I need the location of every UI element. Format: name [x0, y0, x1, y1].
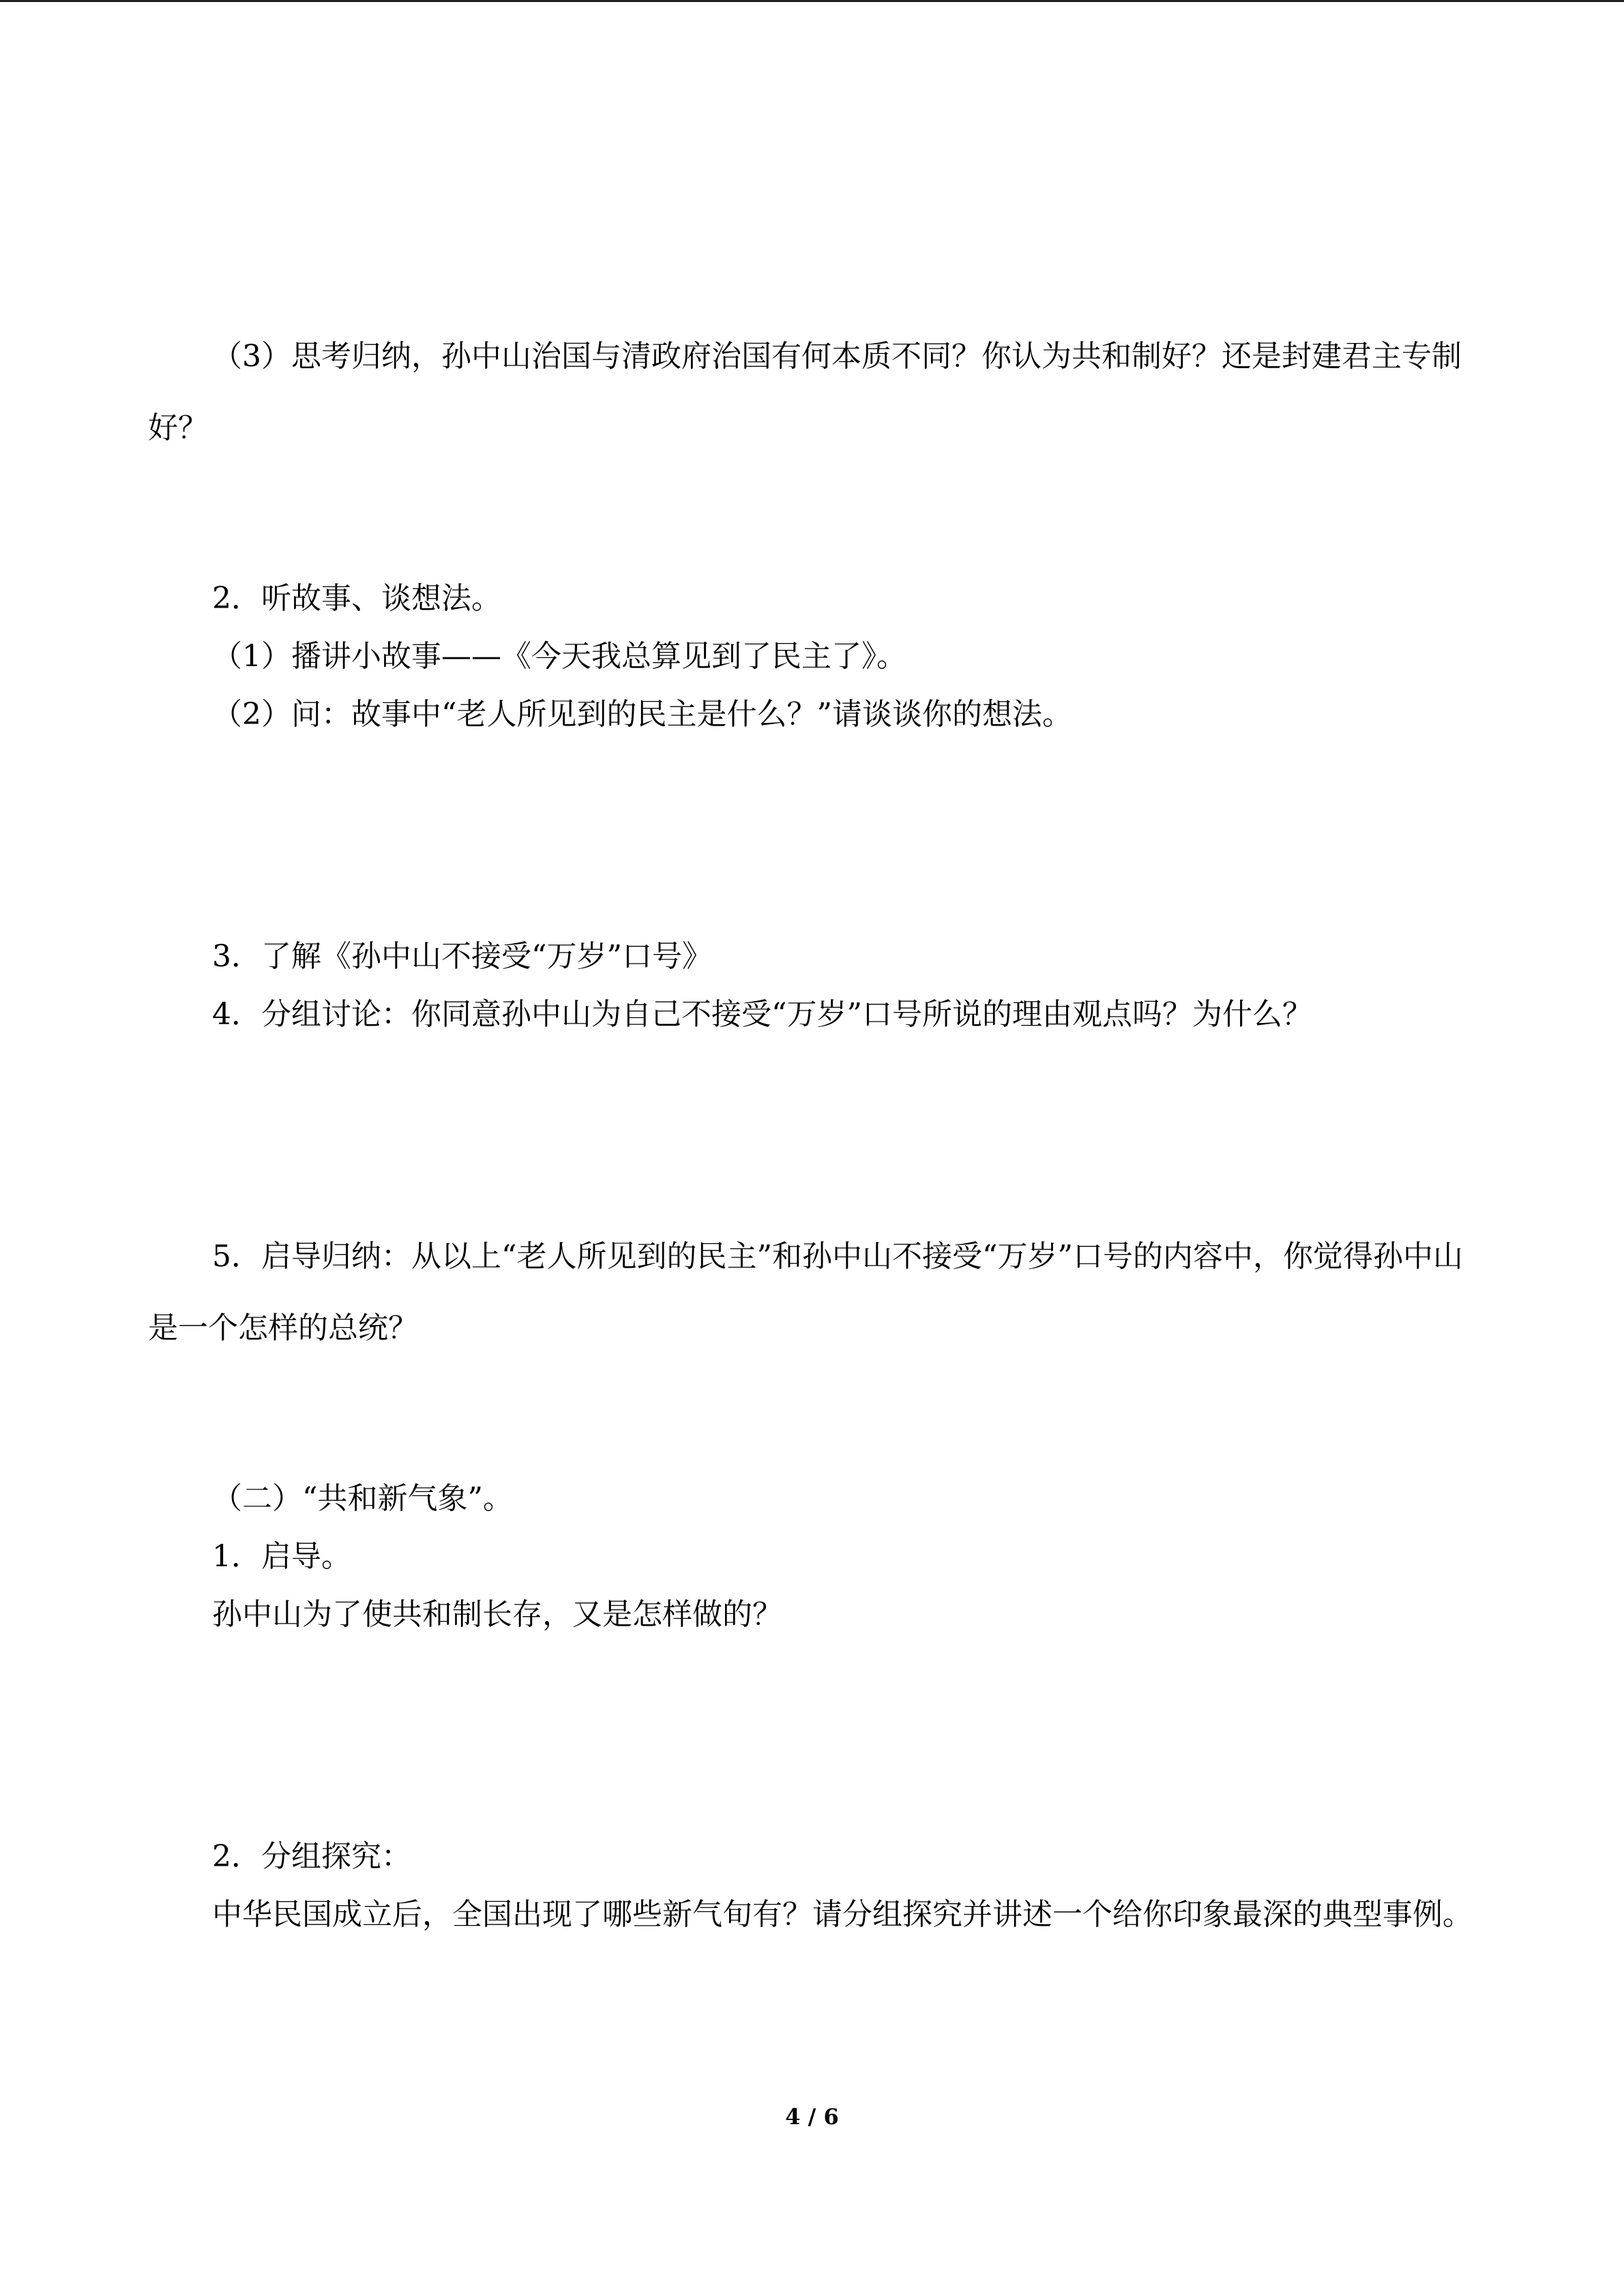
paragraph-part-2-item-1-question: 孙中山为了使共和制长存，又是怎样做的？ — [212, 1597, 782, 1632]
paragraph-section-3: 3．了解《孙中山不接受“万岁”口号》 — [212, 939, 712, 974]
page-number: 4 / 6 — [785, 2104, 839, 2130]
paragraph-section-2-item-2: （2）问：故事中“老人所见到的民主是什么？”请谈谈你的想法。 — [212, 697, 1072, 732]
paragraph-part-2-item-1: 1．启导。 — [212, 1539, 351, 1574]
paragraph-section-2-item-1: （1）播讲小故事——《今天我总算见到了民主了》。 — [212, 639, 906, 674]
paragraph-section-4: 4．分组讨论：你同意孙中山为自己不接受“万岁”口号所说的理由观点吗？为什么？ — [212, 997, 1312, 1032]
paragraph-section-2: 2．听故事、谈想法。 — [212, 581, 501, 616]
paragraph-section-5: 5．启导归纳：从以上“老人所见到的民主”和孙中山不接受“万岁”口号的内容中，你觉得孙中山是一个怎样的总统？ — [148, 1239, 1463, 1345]
page-top-border — [0, 0, 1624, 2]
paragraph-part-2-item-2-question: 中华民国成立后，全国出现了哪些新气旬有？请分组探究并讲述一个给你印象最深的典型事例。 — [212, 1897, 1473, 1932]
paragraph-part-2-heading: （二）“共和新气象”。 — [212, 1481, 513, 1516]
paragraph-question-3: （3）思考归纳，孙中山治国与清政府治国有何本质不同？你认为共和制好？还是封建君主专制好？ — [148, 339, 1462, 445]
paragraph-part-2-item-2: 2．分组探究： — [212, 1839, 411, 1874]
